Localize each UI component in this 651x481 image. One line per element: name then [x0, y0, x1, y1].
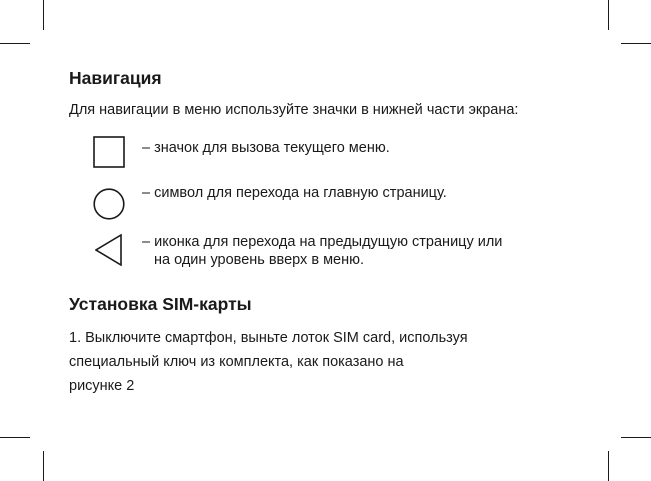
- crop-mark-bottom-left-vertical: [43, 451, 44, 481]
- crop-mark-top-right-vertical: [608, 0, 609, 30]
- navigation-intro: Для навигации в меню используйте значки в нижней части экрана:: [69, 102, 519, 118]
- back-icon-description-line-1: – иконка для перехода на предыдущую страницу или: [142, 234, 503, 250]
- back-icon-description-line-2: на один уровень вверх в меню.: [154, 252, 365, 268]
- triangle-back-icon: [95, 234, 123, 266]
- sim-step-line-1: 1. Выключите смартфон, выньте лоток SIM card, используя: [69, 330, 468, 346]
- crop-mark-bottom-right-horizontal: [621, 437, 651, 438]
- menu-icon-description: – значок для вызова текущего меню.: [142, 140, 390, 156]
- circle-home-icon: [93, 188, 125, 220]
- crop-mark-bottom-right-vertical: [608, 451, 609, 481]
- crop-mark-bottom-left-horizontal: [0, 437, 30, 438]
- sim-step-line-2: специальный ключ из комплекта, как показано на: [69, 354, 404, 370]
- crop-mark-top-right-horizontal: [621, 43, 651, 44]
- back-icon-description: [142, 233, 502, 269]
- square-menu-icon: [93, 136, 125, 168]
- sim-step-line-3: рисунке 2: [69, 378, 135, 394]
- crop-mark-top-left-horizontal: [0, 43, 30, 44]
- sim-heading: Установка SIM-карты: [69, 294, 252, 314]
- navigation-heading: Навигация: [69, 68, 162, 88]
- home-icon-description: – символ для перехода на главную страницу.: [142, 185, 447, 201]
- crop-mark-top-left-vertical: [43, 0, 44, 30]
